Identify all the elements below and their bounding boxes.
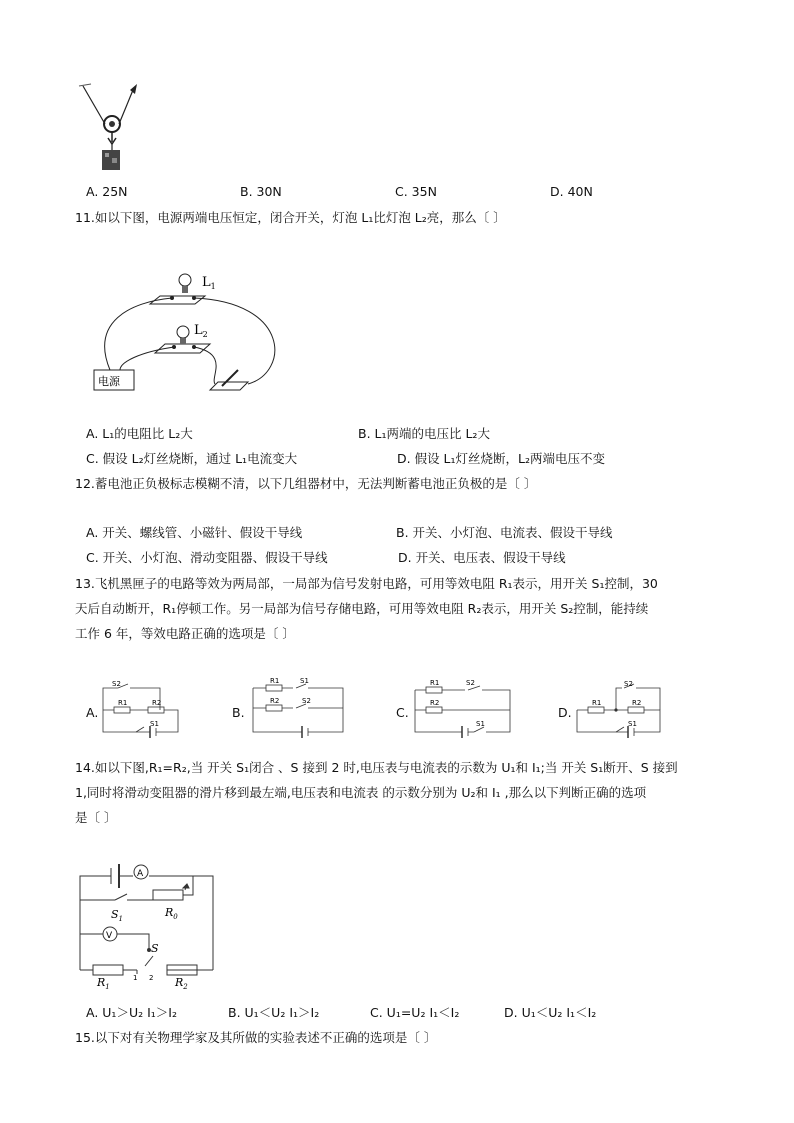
q12-option-b[interactable]: B. 开关、小灯泡、电流表、假设干导线 — [396, 525, 613, 540]
svg-text:R1: R1 — [118, 699, 128, 707]
q12-option-c[interactable]: C. 开关、小灯泡、滑动变阻器、假设干导线 — [86, 550, 328, 565]
q12-option-a[interactable]: A. 开关、螺线管、小磁针、假设干导线 — [86, 525, 303, 540]
q10-option-a[interactable]: A. 25N — [86, 184, 128, 199]
q14-stem-line3: 是〔 〕 — [75, 810, 117, 825]
q14-option-d[interactable]: D. U₁＜U₂ I₁＜I₂ — [504, 1005, 597, 1020]
q11-label-l2: $L_2$ — [194, 323, 208, 339]
q15-stem: 15.以下对有关物理学家及其所做的实验表述不正确的选项是〔 〕 — [75, 1030, 437, 1045]
svg-text:S2: S2 — [112, 680, 121, 688]
q13-circuit-b — [248, 676, 348, 742]
q14-circuit-figure — [75, 858, 220, 991]
q10-option-d[interactable]: D. 40N — [550, 184, 593, 199]
q11-power-label: 电源 — [98, 375, 120, 388]
voltmeter-label: V — [106, 931, 113, 941]
q14-option-b[interactable]: B. U₁＜U₂ I₁＞I₂ — [228, 1005, 320, 1020]
q14-stem-line2: 1,同时将滑动变阻器的滑片移到最左端,电压表和电流表 的示数分别为 U₂和 I₁ ,那么以下判断正确的选项 — [75, 785, 647, 800]
svg-text:R2: R2 — [632, 699, 642, 707]
svg-text:R1: R1 — [592, 699, 602, 707]
q13-circuit-c — [410, 676, 515, 742]
svg-text:R2: R2 — [430, 699, 440, 707]
svg-text:R1: R1 — [430, 679, 440, 687]
svg-text:S: S — [151, 942, 159, 955]
q12-option-d[interactable]: D. 开关、电压表、假设干导线 — [398, 550, 566, 565]
q13-option-d[interactable]: D. — [558, 705, 572, 720]
q13-stem-line3: 工作 6 年，等效电路正确的选项是〔 〕 — [75, 626, 295, 641]
q11-stem: 11.如以下图，电源两端电压恒定，闭合开关，灯泡 L₁比灯泡 L₂亮，那么〔 〕 — [75, 210, 506, 225]
ammeter-label: A — [137, 869, 144, 879]
svg-text:S2: S2 — [624, 680, 633, 688]
q12-stem: 12.蓄电池正负极标志模糊不清，以下几组器材中，无法判断蓄电池正负极的是〔 〕 — [75, 476, 537, 491]
q13-circuit-a — [98, 680, 183, 742]
q11-circuit-figure — [90, 262, 290, 402]
q10-option-c[interactable]: C. 35N — [395, 184, 437, 199]
svg-text:S1: S1 — [150, 720, 159, 728]
svg-text:R2: R2 — [270, 697, 280, 705]
q11-option-d[interactable]: D. 假设 L₁灯丝烧断，L₂两端电压不变 — [397, 451, 605, 466]
q14-option-c[interactable]: C. U₁=U₂ I₁＜I₂ — [370, 1005, 460, 1020]
q11-option-c[interactable]: C. 假设 L₂灯丝烧断，通过 L₁电流变大 — [86, 451, 298, 466]
q13-option-a[interactable]: A. — [86, 705, 99, 720]
svg-text:R2: $R_2$ — [175, 976, 188, 991]
svg-text:2: 2 — [149, 974, 154, 982]
pulley-figure — [75, 80, 145, 180]
q13-circuit-d — [572, 680, 667, 742]
svg-text:R1: $R_1$ — [97, 976, 110, 991]
svg-text:1: 1 — [133, 974, 138, 982]
svg-text:R2: R2 — [152, 699, 162, 707]
svg-text:S2: S2 — [302, 697, 311, 705]
svg-text:S1: S1 — [476, 720, 485, 728]
svg-text:R1: R1 — [270, 677, 280, 685]
q11-label-l1: $L_1$ — [202, 275, 216, 291]
svg-text:S1: $S_1$ — [111, 908, 124, 923]
q10-option-b[interactable]: B. 30N — [240, 184, 282, 199]
q11-option-b[interactable]: B. L₁两端的电压比 L₂大 — [358, 426, 490, 441]
q14-option-a[interactable]: A. U₁＞U₂ I₁＞I₂ — [86, 1005, 177, 1020]
q11-option-a[interactable]: A. L₁的电阻比 L₂大 — [86, 426, 193, 441]
svg-text:S2: S2 — [466, 679, 475, 687]
svg-text:S1: S1 — [628, 720, 637, 728]
q13-option-b[interactable]: B. — [232, 705, 245, 720]
svg-text:S1: S1 — [300, 677, 309, 685]
q13-stem-line2: 天后自动断开，R₁停顿工作。另一局部为信号存储电路，可用等效电阻 R₂表示，用开关 S₂控制，能持续 — [75, 601, 649, 616]
q13-option-c[interactable]: C. — [396, 705, 409, 720]
svg-text:R0: $R_0$ — [165, 906, 178, 921]
q14-stem-line1: 14.如以下图,R₁=R₂,当 开关 S₁闭合 、S 接到 2 时,电压表与电流表的示数为 U₁和 I₁;当 开关 S₁断开、S 接到 — [75, 760, 678, 775]
q13-stem-line1: 13.飞机黑匣子的电路等效为两局部，一局部为信号发射电路，可用等效电阻 R₁表示，用开关 S₁控制，30 — [75, 576, 658, 591]
